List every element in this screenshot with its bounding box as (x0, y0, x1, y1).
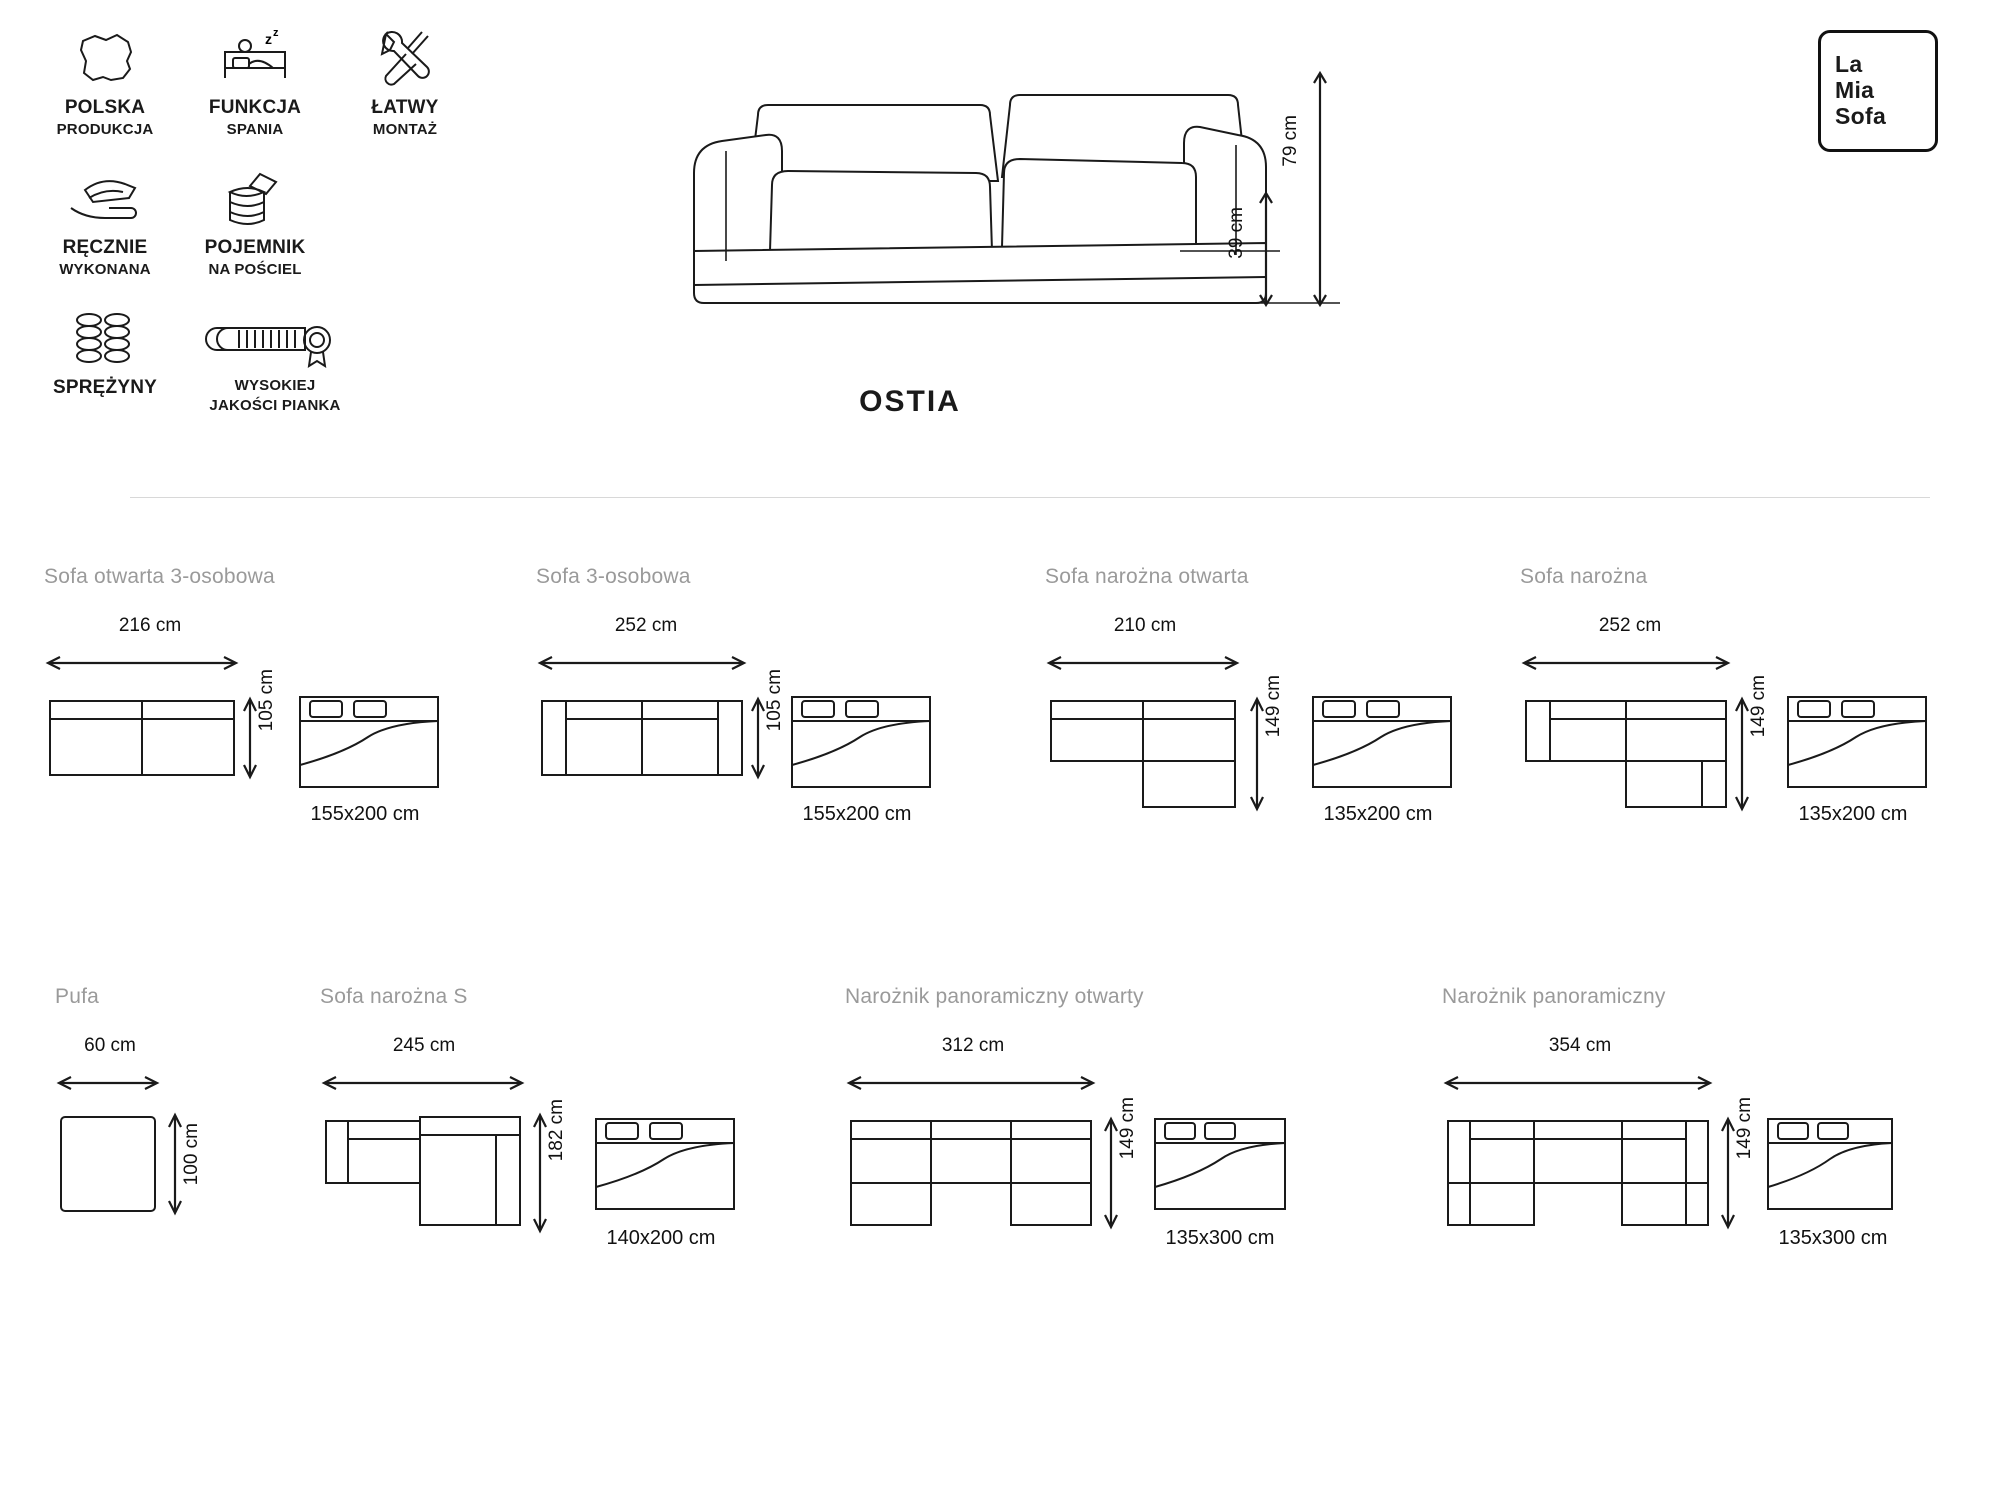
width-label: 312 cm (941, 1035, 1005, 1056)
feature-label-line1: FUNKCJA (208, 97, 302, 118)
feature-label-line1: WYSOKIEJ (234, 377, 316, 395)
variant-title: Sofa narożna S (320, 985, 468, 1008)
feature-polska-produkcja (30, 20, 180, 138)
logo-line1: La (1835, 51, 1863, 78)
feature-label-line1: POJEMNIK (204, 237, 306, 259)
variant-drawings (1045, 607, 1465, 825)
bedding-storage-icon (220, 160, 290, 238)
bed-size-label: 155x200 cm (802, 803, 912, 825)
svg-text:z: z (265, 31, 272, 47)
depth-label: 149 cm (1117, 1097, 1138, 1160)
feature-recznie-wykonana (30, 160, 180, 278)
depth-label: 149 cm (1263, 675, 1284, 738)
depth-label: 182 cm (546, 1099, 567, 1162)
features-panel (30, 20, 490, 414)
feature-label-line1: ŁATWY (371, 97, 439, 118)
variant-drawings (536, 607, 956, 825)
dimension-height-total (1314, 73, 1326, 305)
depth-label: 105 cm (256, 669, 277, 732)
width-arrow (324, 1077, 522, 1089)
feature-label-line2: SPANIA (226, 120, 284, 138)
depth-label: 149 cm (1748, 675, 1769, 738)
width-arrow (1049, 657, 1237, 669)
width-arrow (1446, 1077, 1710, 1089)
variant-pufa (55, 985, 255, 1227)
svg-text:z: z (273, 27, 279, 39)
feature-funkcja-spania (180, 20, 330, 138)
feature-label-line2: JAKOŚCI PIANKA (209, 396, 341, 414)
variant-drawings (44, 607, 464, 825)
hero-sofa-drawing (680, 55, 1400, 385)
bed-size-label: 135x300 cm (1778, 1227, 1888, 1249)
depth-arrow (1105, 1119, 1117, 1227)
product-name: OSTIA (859, 385, 961, 418)
variant-sofa-otwarta-3-osobowa (44, 565, 464, 825)
variant-title: Narożnik panoramiczny otwarty (845, 985, 1144, 1008)
feature-sprezyny (30, 300, 180, 414)
features-row-1 (30, 20, 490, 138)
bed-size-label: 155x200 cm (310, 803, 420, 825)
depth-arrow (244, 699, 256, 777)
width-label: 210 cm (1113, 615, 1177, 636)
feature-latwy-montaz (330, 20, 480, 138)
depth-arrow (1736, 699, 1748, 809)
tools-icon (372, 20, 438, 98)
variant-title: Sofa narożna otwarta (1045, 565, 1249, 588)
variant-drawings (320, 1027, 760, 1247)
bed-size-label: 135x200 cm (1798, 803, 1908, 825)
variant-naroznik-panoramiczny (1442, 985, 1902, 1247)
variant-drawings (1520, 607, 1940, 825)
width-arrow (59, 1077, 157, 1089)
variant-title: Sofa otwarta 3-osobowa (44, 565, 275, 588)
depth-arrow (752, 699, 764, 777)
variant-sofa-3-osobowa (536, 565, 956, 825)
hand-with-fabric-icon (67, 160, 143, 238)
feature-pojemnik-na-posciel (180, 160, 330, 278)
width-arrow (48, 657, 236, 669)
variant-title: Narożnik panoramiczny (1442, 985, 1666, 1008)
poland-map-icon (73, 20, 137, 98)
depth-arrow (169, 1115, 181, 1213)
feature-label-line1: SPRĘŻYNY (52, 377, 157, 399)
width-label: 252 cm (1598, 615, 1662, 636)
features-row-2 (30, 160, 490, 278)
feature-label-line1: POLSKA (64, 97, 146, 118)
hero-height-total-label: 79 cm (1280, 115, 1301, 167)
variant-sofa-narozna (1520, 565, 1940, 825)
feature-wysokiej-jakosci-pianka (180, 300, 370, 414)
depth-label: 105 cm (764, 669, 785, 732)
sleeping-person-icon (219, 20, 291, 98)
depth-arrow (1251, 699, 1263, 809)
feature-label-line2: NA POŚCIEL (208, 261, 302, 279)
feature-label-line2: WYKONANA (59, 261, 151, 279)
bed-size-label: 135x300 cm (1165, 1227, 1275, 1249)
depth-arrow (534, 1115, 546, 1231)
brand-logo (1818, 30, 1938, 152)
bed-size-label: 140x200 cm (606, 1227, 716, 1249)
feature-label-line2: MONTAŻ (372, 120, 438, 138)
variant-drawings (55, 1027, 255, 1227)
depth-label: 100 cm (181, 1123, 202, 1186)
section-divider (130, 497, 1930, 498)
springs-icon (69, 300, 141, 378)
width-label: 252 cm (614, 615, 678, 636)
width-label: 245 cm (392, 1035, 456, 1056)
width-label: 60 cm (84, 1035, 136, 1056)
depth-arrow (1722, 1119, 1734, 1227)
feature-label-line2: PRODUKCJA (56, 120, 154, 138)
hero-height-seat-label: 39 cm (1226, 207, 1247, 259)
depth-label: 149 cm (1734, 1097, 1755, 1160)
logo-line2: Mia (1835, 77, 1875, 104)
variant-title: Sofa 3-osobowa (536, 565, 691, 588)
width-arrow (849, 1077, 1093, 1089)
variant-sofa-narozna-s (320, 985, 760, 1247)
variant-naroznik-panoramiczny-otwarty (845, 985, 1295, 1247)
width-arrow (540, 657, 744, 669)
width-arrow (1524, 657, 1728, 669)
feature-label-line1: RĘCZNIE (62, 237, 148, 259)
foam-roll-icon (205, 300, 345, 378)
width-label: 216 cm (118, 615, 182, 636)
variant-drawings (1442, 1027, 1902, 1247)
variant-sofa-narozna-otwarta (1045, 565, 1465, 825)
bed-size-label: 135x200 cm (1323, 803, 1433, 825)
variant-drawings (845, 1027, 1295, 1247)
width-label: 354 cm (1548, 1035, 1612, 1056)
logo-line3: Sofa (1835, 102, 1887, 129)
variant-title: Pufa (55, 985, 99, 1008)
features-row-3 (30, 300, 490, 414)
variant-title: Sofa narożna (1520, 565, 1648, 588)
